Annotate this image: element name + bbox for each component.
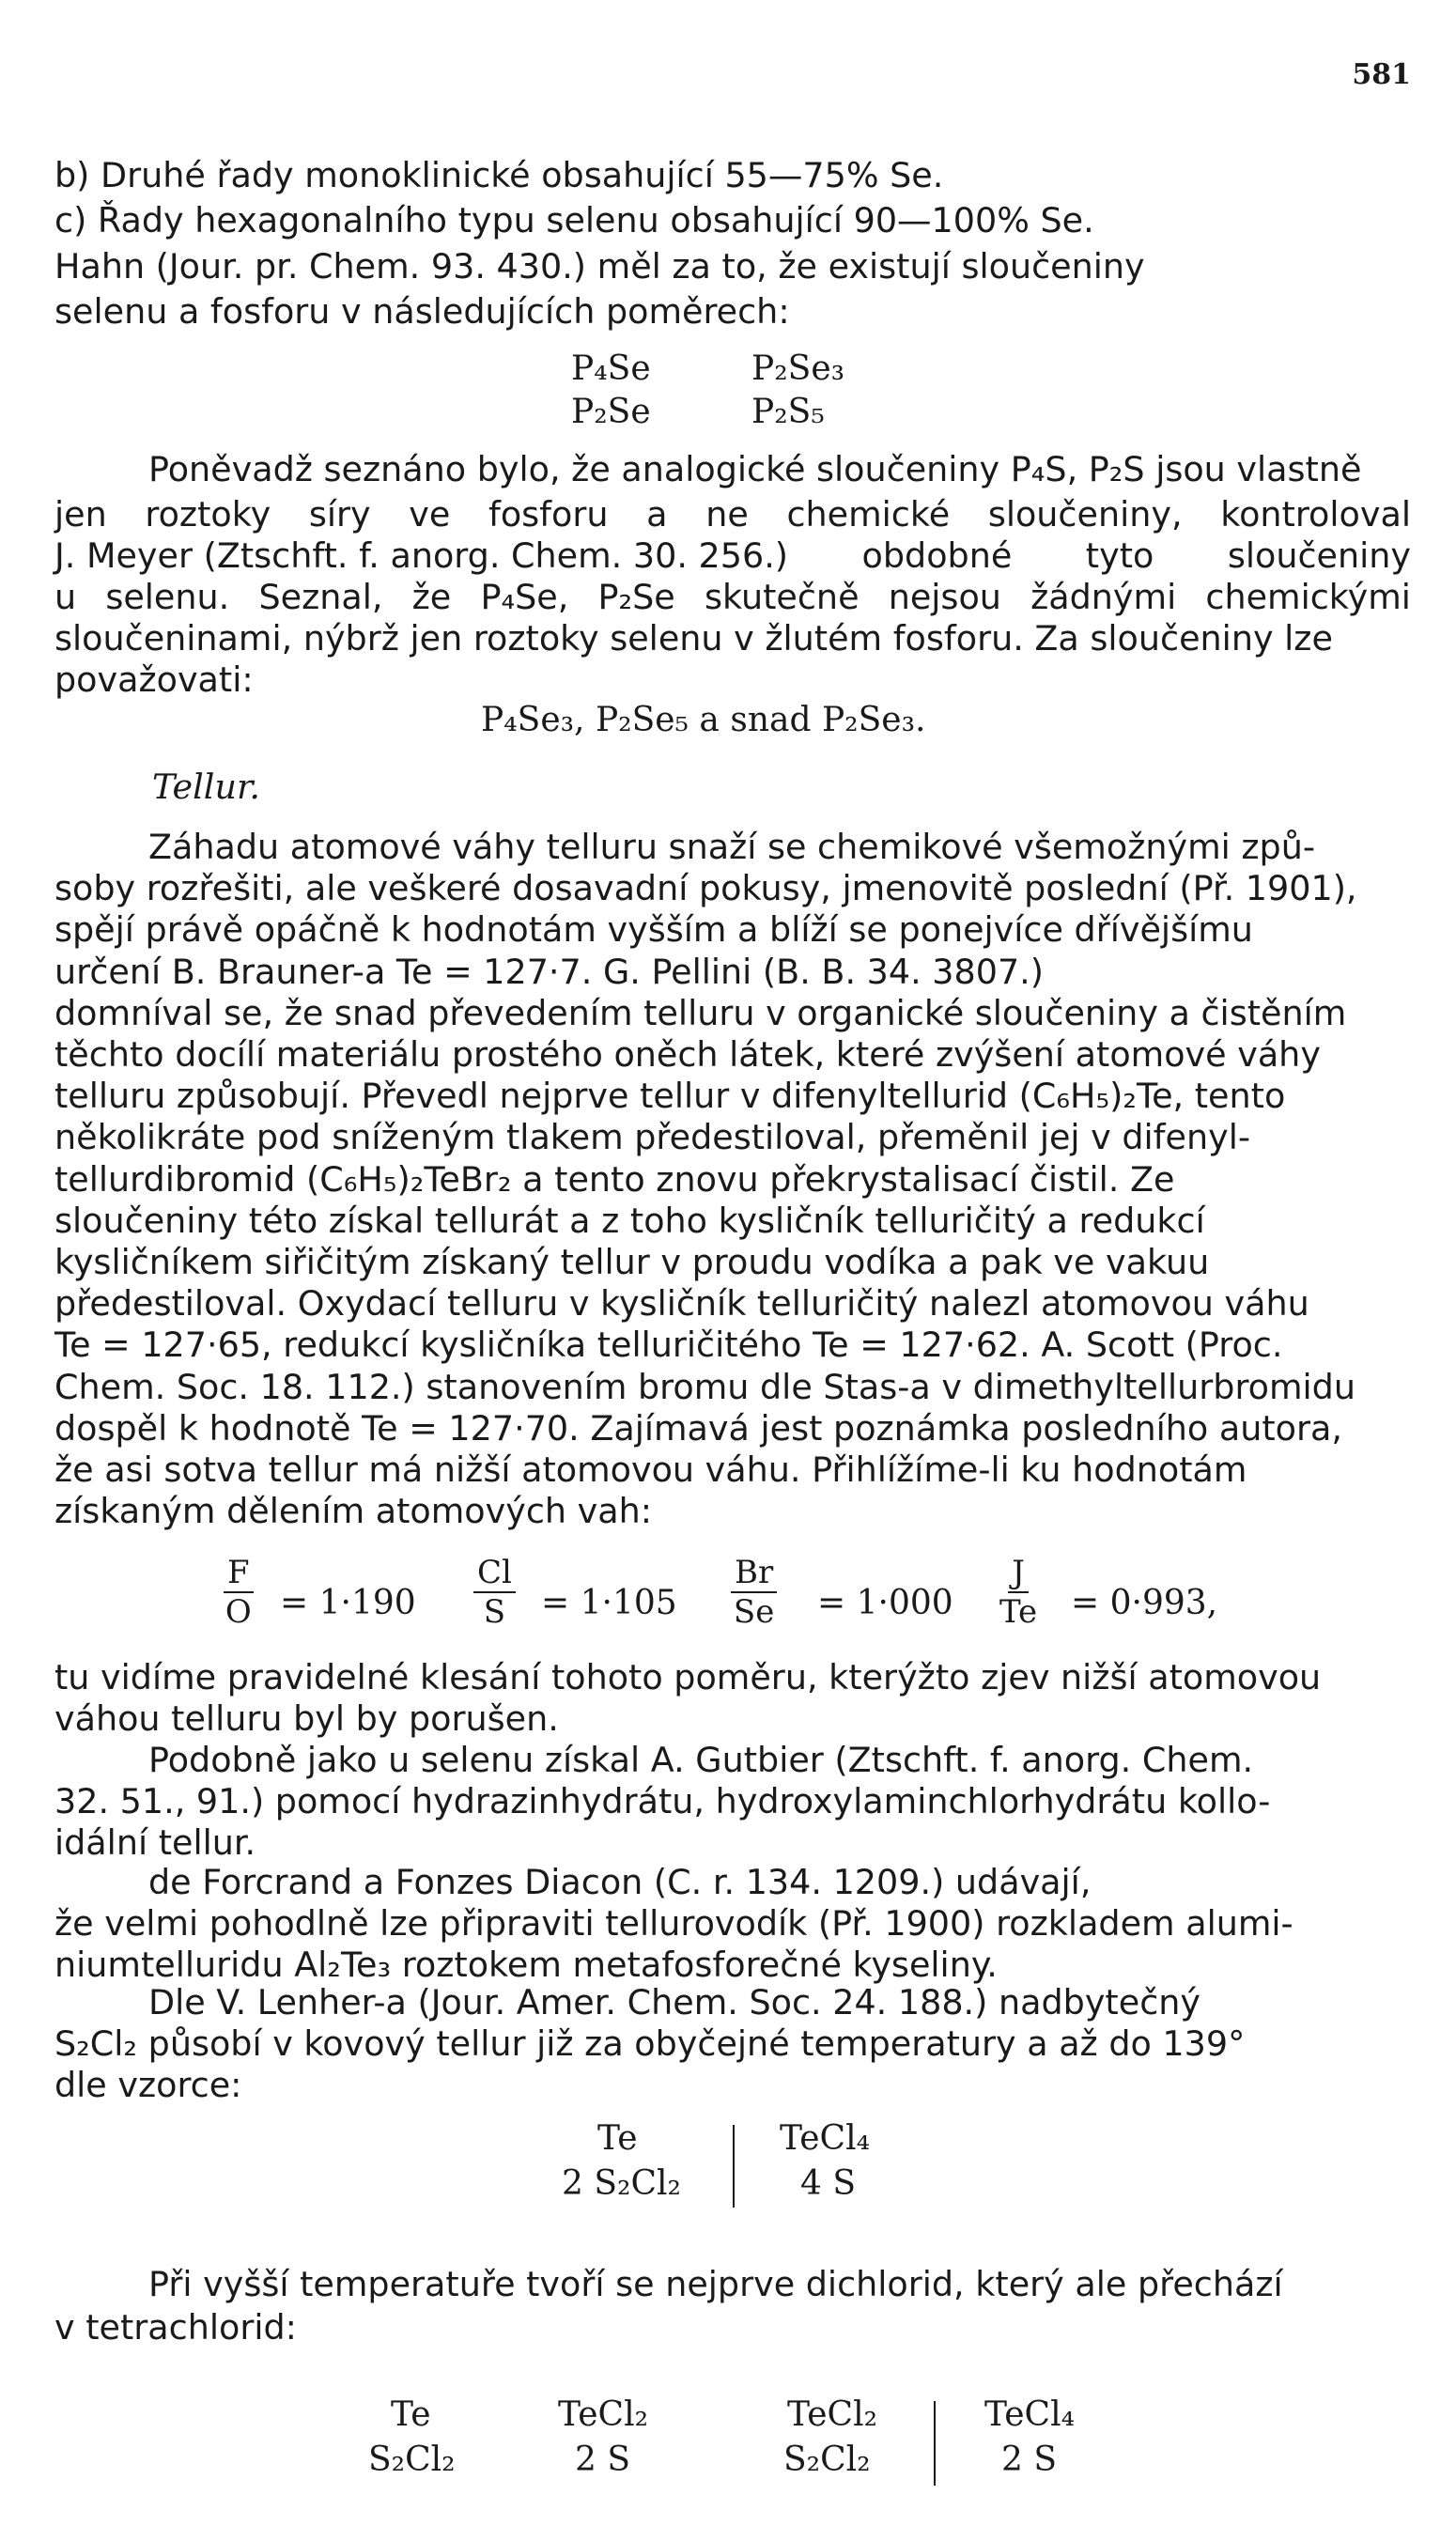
- paragraph-line: Dle V. Lenher-a (Jour. Amer. Chem. Soc. 24. 188.) nadbytečný: [148, 1982, 1201, 2022]
- line-selenu: selenu a fosforu v následujících poměrech:: [54, 291, 790, 332]
- formula-selenides: P₄Se₃, P₂Se₅ a snad P₂Se₃.: [481, 701, 926, 739]
- paragraph-line: sloučeniny této získal tellurát a z toho kysličník telluričitý a redukcí: [54, 1200, 1205, 1241]
- paragraph-line: niumtelluridu Al₂Te₃ roztokem metafosforečné kyseliny.: [54, 1945, 998, 1985]
- line-ponevadz: Poněvadž seznáno bylo, že analogické sloučeniny P₄S, P₂S jsou vlastně: [148, 449, 1362, 489]
- eq2-tecl2-b: TeCl₂: [787, 2395, 878, 2434]
- paragraph-line: v tetrachlorid:: [54, 2307, 297, 2348]
- paragraph-line: Podobně jako u selenu získal A. Gutbier (Ztschft. f. anorg. Chem.: [148, 1740, 1254, 1780]
- eq1-divider: [733, 2125, 735, 2208]
- eq1-s2cl2: 2 S₂Cl₂: [562, 2164, 681, 2203]
- formula-p2se3: P₂Se₃: [751, 349, 845, 388]
- eq2-s2cl2-b: S₂Cl₂: [783, 2441, 871, 2479]
- line-u-selenu: u selenu. Seznal, že P₄Se, P₂Se skutečně nejsou žádnými chemickými: [54, 577, 1411, 617]
- formula-p4se: P₄Se: [571, 349, 651, 388]
- eq2-tecl4: TeCl₄: [984, 2395, 1076, 2434]
- ratio-j-te: $\frac{J}{Te}$: [999, 1554, 1038, 1631]
- eq2-divider: [934, 2401, 936, 2486]
- ratio-f-o: $\frac{F}{O}$: [225, 1554, 252, 1631]
- ratio-cl-s: $\frac{Cl}{S}$: [473, 1554, 516, 1631]
- paragraph-line: idální tellur.: [54, 1822, 256, 1863]
- line-jen-roztoky: jen roztoky síry ve fosforu a ne chemické sloučeniny, kontroloval: [54, 494, 1411, 535]
- paragraph-line: de Forcrand a Fonzes Diacon (C. r. 134. 1209.) udávají,: [148, 1862, 1092, 1902]
- paragraph-line: že velmi pohodlně lze připraviti tellurovodík (Př. 1900) rozkladem alumi-: [54, 1903, 1293, 1944]
- eq2-2s-a: 2 S: [575, 2441, 631, 2479]
- paragraph-line: S₂Cl₂ působí v kovový tellur již za obyčejné temperatury a až do 139°: [54, 2023, 1246, 2064]
- eq1-tecl4: TeCl₄: [780, 2119, 871, 2158]
- paragraph-line: získaným dělením atomových vah:: [54, 1491, 653, 1532]
- eq2-s2cl2: S₂Cl₂: [368, 2441, 456, 2479]
- line-hahn: Hahn (Jour. pr. Chem. 93. 430.) měl za to, že existují sloučeniny: [54, 246, 1145, 287]
- line-sloucen: sloučeninami, nýbrž jen roztoky selenu v žlutém fosforu. Za sloučeniny lze: [54, 618, 1333, 659]
- paragraph-line: Při vyšší temperatuře tvoří se nejprve dichlorid, který ale přechází: [148, 2264, 1283, 2304]
- formula-p2s5: P₂S₅: [751, 393, 825, 431]
- ratio-br-se: $\frac{Br}{Se}$: [731, 1554, 777, 1631]
- paragraph-line: tellurdibromid (C₆H₅)₂TeBr₂ a tento znovu překrystalisací čistil. Ze: [54, 1158, 1175, 1200]
- paragraph-line: soby rozřešiti, ale veškeré dosavadní pokusy, jmenovitě poslední (Př. 1901),: [54, 868, 1357, 909]
- paragraph-line: Záhadu atomové váhy telluru snaží se chemikové všemožnými způ-: [148, 827, 1316, 867]
- eq1-te: Te: [597, 2119, 638, 2158]
- line-c: c) Řady hexagonalního typu selenu obsahující 90—100% Se.: [54, 200, 1094, 240]
- paragraph-line: 32. 51., 91.) pomocí hydrazinhydrátu, hydroxylaminchlorhydrátu kollo-: [54, 1781, 1271, 1821]
- eq2-2s-b: 2 S: [1001, 2441, 1058, 2479]
- eq2-tecl2-a: TeCl₂: [558, 2395, 649, 2434]
- paragraph-line: kysličníkem siřičitým získaný tellur v proudu vodíka a pak ve vakuu: [54, 1242, 1210, 1282]
- line-povazovati: považovati:: [54, 659, 254, 700]
- ratio-f-o-value: = 1·190: [280, 1584, 416, 1622]
- paragraph-line: dle vzorce:: [54, 2065, 242, 2105]
- paragraph-line: Chem. Soc. 18. 112.) stanovením bromu dle Stas-a v dimethyltellurbromidu: [54, 1366, 1355, 1407]
- line-meyer: J. Meyer (Ztschft. f. anorg. Chem. 30. 256.) obdobné tyto sloučeniny: [54, 535, 1411, 576]
- formula-p2se: P₂Se: [571, 393, 651, 431]
- paragraph-line: dospěl k hodnotě Te = 127·70. Zajímavá jest poznámka posledního autora,: [54, 1407, 1342, 1449]
- eq2-te: Te: [391, 2395, 431, 2434]
- eq1-4s: 4 S: [800, 2164, 857, 2203]
- paragraph-line: telluru způsobují. Převedl nejprve tellur v difenyltellurid (C₆H₅)₂Te, tento: [54, 1076, 1286, 1117]
- section-heading-tellur: Tellur.: [152, 767, 261, 807]
- paragraph-line: že asi sotva tellur má nižší atomovou váhu. Přihlížíme-li ku hodnotám: [54, 1449, 1247, 1490]
- page-number: 581: [1352, 58, 1411, 91]
- paragraph-line: domníval se, že snad převedením telluru v organické sloučeniny a čistěním: [54, 992, 1347, 1033]
- ratio-cl-s-value: = 1·105: [541, 1584, 677, 1622]
- paragraph-line: předestiloval. Oxydací telluru v kysličník telluričitý nalezl atomovou váhu: [54, 1283, 1309, 1325]
- ratio-br-se-value: = 1·000: [817, 1584, 953, 1622]
- line-b: b) Druhé řady monoklinické obsahující 55—75% Se.: [54, 155, 944, 195]
- ratio-j-te-value: = 0·993,: [1071, 1584, 1218, 1622]
- paragraph-line: tu vidíme pravidelné klesání tohoto poměru, kterýžto zjev nižší atomovou: [54, 1657, 1322, 1697]
- paragraph-line: těchto docílí materiálu prostého oněch látek, které zvýšení atomové váhy: [54, 1034, 1321, 1075]
- paragraph-line: spějí právě opáčně k hodnotám vyšším a blíží se ponejvíce dřívějšímu: [54, 909, 1253, 951]
- paragraph-line: váhou telluru byl by porušen.: [54, 1698, 559, 1739]
- paragraph-line: Te = 127·65, redukcí kysličníka telluričitého Te = 127·62. A. Scott (Proc.: [54, 1325, 1283, 1366]
- paragraph-line: určení B. Brauner-a Te = 127·7. G. Pellini (B. B. 34. 3807.): [54, 951, 1045, 992]
- paragraph-line: několikráte pod sníženým tlakem předestiloval, přeměnil jej v difenyl-: [54, 1117, 1251, 1158]
